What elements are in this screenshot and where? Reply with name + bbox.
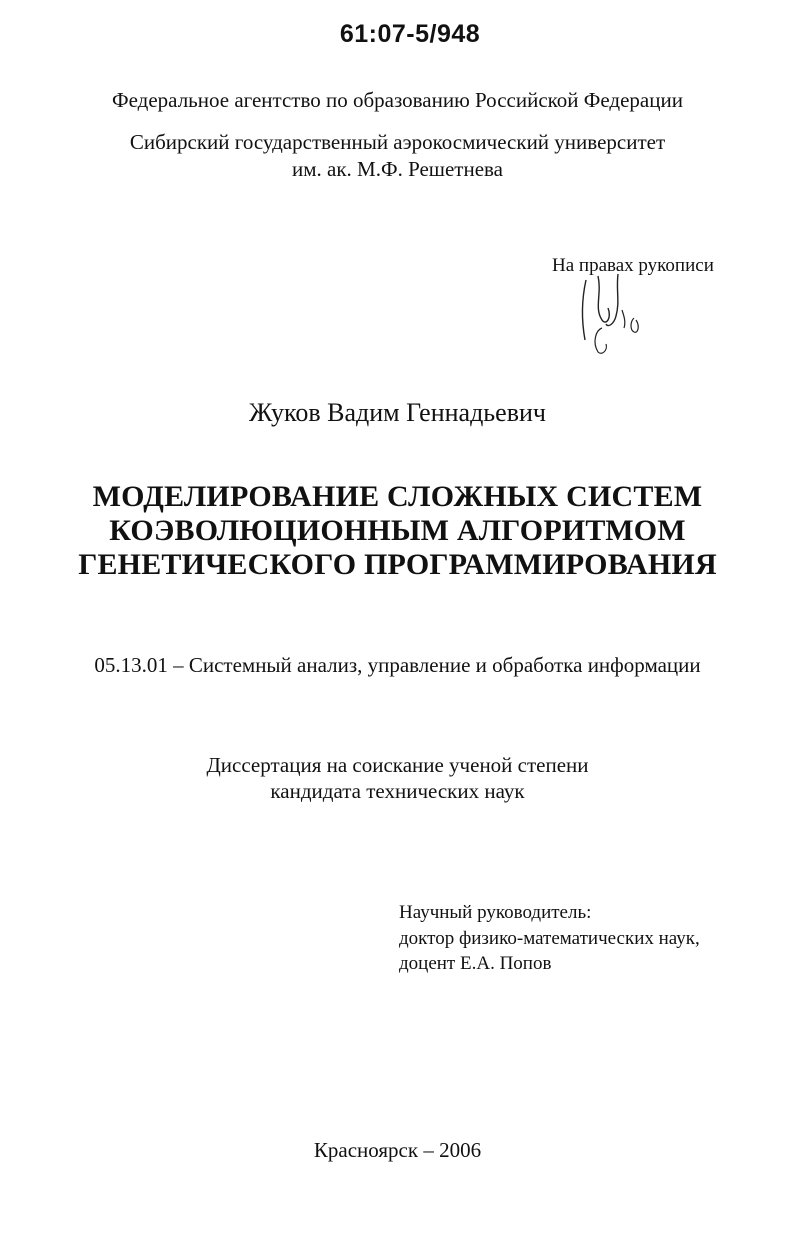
thesis-title-line: ГЕНЕТИЧЕСКОГО ПРОГРАММИРОВАНИЯ	[78, 548, 717, 581]
degree-name: кандидата технических наук	[270, 779, 525, 803]
thesis-title-line: КОЭВОЛЮЦИОННЫМ АЛГОРИТМОМ	[109, 514, 686, 547]
author-name: Жуков Вадим Геннадьевич	[249, 398, 546, 427]
manuscript-rights-note: На правах рукописи	[552, 255, 714, 276]
advisor-degree: доктор физико-математических наук,	[399, 928, 700, 949]
advisor-name: доцент Е.А. Попов	[399, 953, 552, 974]
university-honorific: им. ак. М.Ф. Решетнева	[292, 157, 503, 181]
advisor-label: Научный руководитель:	[399, 902, 592, 923]
handwritten-signature	[572, 268, 652, 363]
degree-statement: Диссертация на соискание ученой степени	[206, 753, 589, 777]
university-name: Сибирский государственный аэрокосмический университет	[129, 130, 666, 154]
specialty-code: 05.13.01 – Системный анализ, управление и обработка информации	[94, 653, 701, 677]
archive-code: 61:07-5/948	[339, 20, 481, 48]
city-year: Красноярск – 2006	[313, 1138, 482, 1162]
thesis-title-line: МОДЕЛИРОВАНИЕ СЛОЖНЫХ СИСТЕМ	[92, 480, 703, 513]
agency-name: Федеральное агентство по образованию Российской Федерации	[112, 88, 683, 112]
